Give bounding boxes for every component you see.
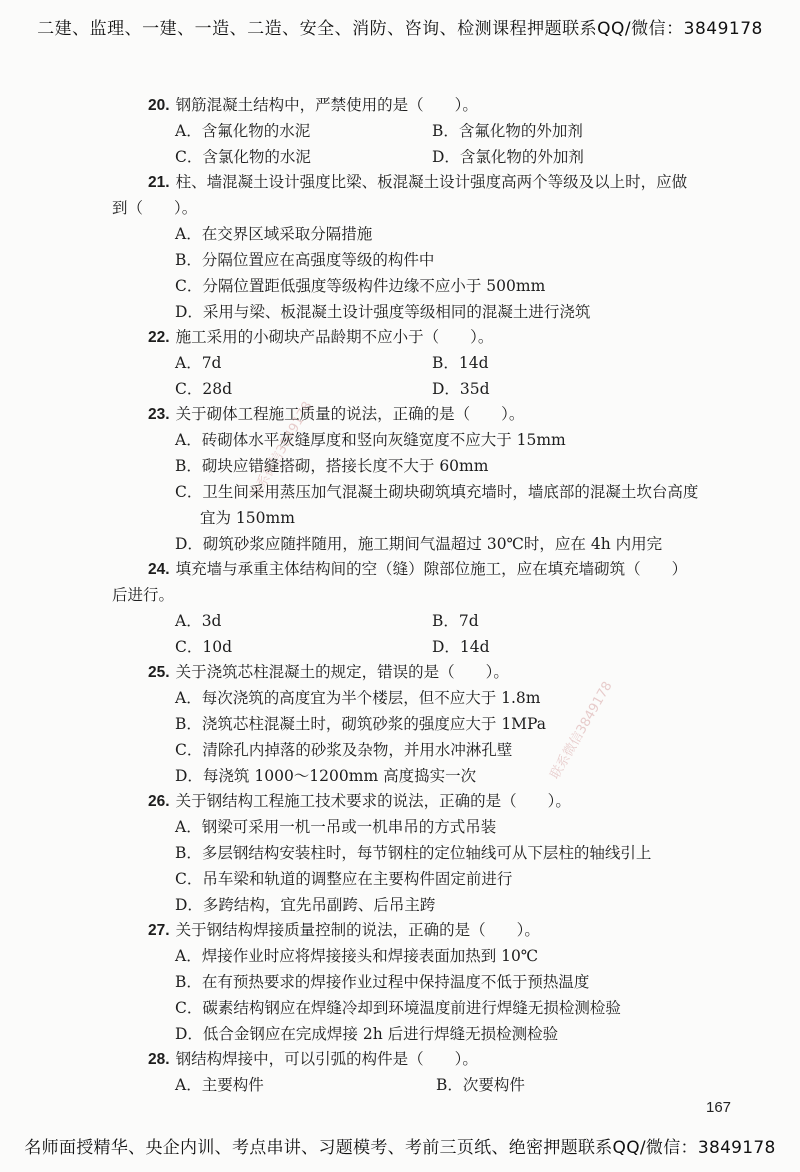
question-22-option-b: B．14d	[432, 354, 489, 372]
question-22-option-c: C．28d	[175, 380, 233, 398]
question-26-option-b: B．多层钢结构安装柱时，每节钢柱的定位轴线可从下层柱的轴线引上	[175, 844, 652, 862]
question-20-option-b: B．含氟化物的外加剂	[432, 122, 583, 140]
question-23-option-c: C．卫生间采用蒸压加气混凝土砌块砌筑填充墙时，墙底部的混凝土坎台高度	[175, 483, 699, 501]
watermark: 联系微信3849178	[547, 679, 616, 782]
question-24-stem: 24. 填充墙与承重主体结构间的空（缝）隙部位施工，应在填充墙砌筑（ ）	[148, 560, 688, 578]
footer-banner: 名师面授精华、央企内训、考点串讲、习题模考、考前三页纸、绝密押题联系QQ/微信：3849178	[24, 1138, 776, 1158]
question-23-option-c-cont: 宜为 150mm	[200, 509, 295, 527]
question-21-stem: 21. 柱、墙混凝土设计强度比梁、板混凝土设计强度高两个等级及以上时，应做	[148, 173, 688, 191]
question-26-stem: 26. 关于钢结构工程施工技术要求的说法，正确的是（ ）。	[148, 792, 571, 810]
question-27-option-c: C．碳素结构钢应在焊缝冷却到环境温度前进行焊缝无损检测检验	[175, 999, 621, 1017]
question-21-option-a: A．在交界区域采取分隔措施	[175, 225, 373, 243]
question-28-option-a: A．主要构件	[175, 1076, 264, 1094]
question-24-option-c: C．10d	[175, 638, 233, 656]
question-22-option-a: A．7d	[175, 354, 222, 372]
question-27-option-a: A．焊接作业时应将焊接接头和焊接表面加热到 10℃	[175, 947, 539, 965]
question-28-stem: 28. 钢结构焊接中，可以引弧的构件是（ ）。	[148, 1050, 478, 1068]
question-21-stem-cont: 到（ ）。	[112, 199, 198, 217]
question-24-option-a: A．3d	[175, 612, 222, 630]
question-24-stem-cont: 后进行。	[112, 586, 175, 604]
question-25-option-d: D．每浇筑 1000～1200mm 高度捣实一次	[175, 767, 477, 785]
question-27-option-d: D．低合金钢应在完成焊接 2h 后进行焊缝无损检测检验	[175, 1025, 559, 1043]
question-22-option-d: D．35d	[432, 380, 490, 398]
question-26-option-c: C．吊车梁和轨道的调整应在主要构件固定前进行	[175, 870, 513, 888]
question-24-option-b: B．7d	[432, 612, 479, 630]
question-25-option-b: B．浇筑芯柱混凝土时，砌筑砂浆的强度应大于 1MPa	[175, 715, 547, 733]
question-20-option-d: D．含氯化物的外加剂	[432, 148, 584, 166]
question-20-option-c: C．含氯化物的水泥	[175, 148, 311, 166]
question-20-option-a: A．含氟化物的水泥	[175, 122, 311, 140]
question-24-option-d: D．14d	[432, 638, 490, 656]
question-22-stem: 22. 施工采用的小砌块产品龄期不应小于（ ）。	[148, 328, 494, 346]
question-23-option-b: B．砌块应错缝搭砌，搭接长度不大于 60mm	[175, 457, 489, 475]
question-20-stem: 20. 钢筋混凝土结构中，严禁使用的是（ ）。	[148, 96, 478, 114]
question-21-option-c: C．分隔位置距低强度等级构件边缘不应小于 500mm	[175, 277, 546, 295]
header-banner: 二建、监理、一建、一造、二造、安全、消防、咨询、检测课程押题联系QQ/微信：3849178	[37, 19, 763, 39]
question-27-option-b: B．在有预热要求的焊接作业过程中保持温度不低于预热温度	[175, 973, 590, 991]
question-23-stem: 23. 关于砌体工程施工质量的说法，正确的是（ ）。	[148, 405, 525, 423]
question-28-option-b: B．次要构件	[436, 1076, 525, 1094]
question-26-option-d: D．多跨结构，宜先吊副跨、后吊主跨	[175, 896, 436, 914]
question-21-option-d: D．采用与梁、板混凝土设计强度等级相同的混凝土进行浇筑	[175, 303, 591, 321]
page-number: 167	[706, 1099, 732, 1116]
question-23-option-a: A．砖砌体水平灰缝厚度和竖向灰缝宽度不应大于 15mm	[175, 431, 566, 449]
question-23-option-d: D．砌筑砂浆应随拌随用，施工期间气温超过 30℃时，应在 4h 内用完	[175, 535, 663, 553]
question-27-stem: 27. 关于钢结构焊接质量控制的说法，正确的是（ ）。	[148, 921, 540, 939]
question-26-option-a: A．钢梁可采用一机一吊或一机串吊的方式吊装	[175, 818, 497, 836]
question-21-option-b: B．分隔位置应在高强度等级的构件中	[175, 251, 435, 269]
question-25-stem: 25. 关于浇筑芯柱混凝土的规定，错误的是（ ）。	[148, 663, 509, 681]
question-25-option-a: A．每次浇筑的高度宜为半个楼层，但不应大于 1.8m	[175, 689, 541, 707]
question-25-option-c: C．清除孔内掉落的砂浆及杂物，并用水冲淋孔壁	[175, 741, 513, 759]
watermark: 联系微信3849178	[247, 399, 316, 502]
